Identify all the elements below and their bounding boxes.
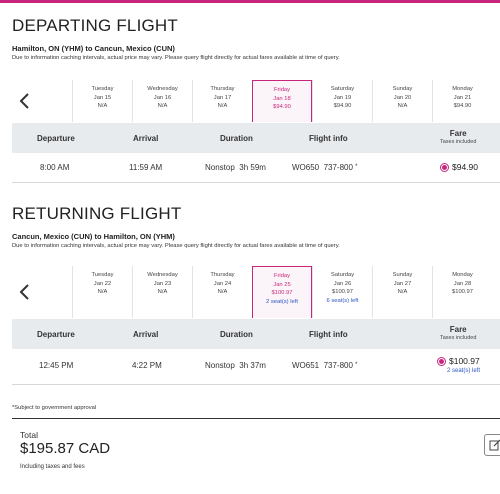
- header-arrival: Arrival: [133, 329, 159, 339]
- date-option-wednesday[interactable]: [132, 80, 192, 122]
- departing-route: Hamilton, ON (YHM) to Cancun, Mexico (CUN): [12, 44, 175, 53]
- date-option-date: Jan 20: [393, 94, 412, 101]
- date-option-thursday[interactable]: [192, 80, 252, 122]
- date-option-weekday: Thursday: [210, 272, 235, 278]
- date-option-weekday: Friday: [273, 273, 291, 279]
- fare-seats-left: 2 seat(s) left: [447, 368, 481, 374]
- flight-stops: Nonstop: [205, 162, 235, 172]
- edit-icon: [489, 439, 500, 451]
- flight-aircraft: 737-800: [323, 162, 353, 172]
- government-approval-footnote: *Subject to government approval: [12, 405, 97, 411]
- date-option-price: N/A: [397, 103, 408, 109]
- returning-route: Cancun, Mexico (CUN) to Hamilton, ON (YHM): [12, 232, 175, 241]
- top-accent-bar: [0, 0, 500, 3]
- date-option-date: Jan 19: [333, 94, 352, 101]
- departing-title: DEPARTING FLIGHT: [12, 16, 178, 35]
- header-fare: [440, 123, 476, 153]
- date-option-sunday[interactable]: [372, 266, 432, 318]
- date-option-price: N/A: [217, 103, 228, 109]
- flight-number: WO650: [292, 162, 320, 172]
- flight-departure-time: 8:00 AM: [40, 162, 70, 172]
- date-option-price: N/A: [397, 289, 408, 295]
- total-note: Including taxes and fees: [20, 464, 85, 470]
- date-option-date: Jan 22: [93, 280, 112, 287]
- date-option-tuesday[interactable]: [72, 80, 132, 122]
- date-option-price: $100.97: [452, 289, 473, 295]
- date-option-monday[interactable]: [432, 80, 492, 122]
- flight-fare: [440, 153, 478, 181]
- date-option-price: $94.90: [273, 104, 291, 110]
- total-label: Total: [20, 430, 38, 440]
- header-departure: Departure: [37, 133, 75, 143]
- header-fare: [440, 319, 476, 349]
- departing-table-header: [12, 123, 500, 153]
- returning-title: RETURNING FLIGHT: [12, 204, 182, 223]
- date-option-weekday: Monday: [452, 86, 473, 92]
- header-arrival: Arrival: [133, 133, 159, 143]
- date-option-date: Jan 23: [153, 280, 172, 287]
- date-option-price: $100.97: [271, 290, 293, 296]
- flight-duration-value: 3h 59m: [239, 162, 266, 172]
- flight-departure-time: 12:45 PM: [39, 360, 74, 370]
- header-fare-sub: Taxes included: [440, 335, 477, 341]
- date-option-date: Jan 25: [273, 281, 291, 288]
- departing-date-bar: [12, 80, 500, 122]
- returning-price-note: Due to information caching intervals, actual price may vary. Please query flight directly for actual fares available at time of query.: [12, 243, 340, 249]
- date-option-weekday: Wednesday: [147, 272, 178, 278]
- returning-table-header: [12, 319, 500, 349]
- returning-flight-row[interactable]: [12, 350, 500, 380]
- date-option-price: N/A: [97, 103, 108, 109]
- date-option-wednesday[interactable]: [132, 266, 192, 318]
- date-option-date: Jan 26: [333, 280, 352, 287]
- date-option-date: Jan 17: [213, 94, 232, 101]
- date-option-date: Jan 27: [393, 280, 412, 287]
- date-option-price: $100.97: [332, 289, 353, 295]
- flight-number: WO651: [292, 360, 320, 370]
- date-option-date: Jan 28: [453, 280, 472, 287]
- date-option-thursday[interactable]: [192, 266, 252, 318]
- date-option-weekday: Sunday: [392, 272, 413, 278]
- flight-arrival-time: 4:22 PM: [132, 360, 162, 370]
- header-fare-label: Fare: [449, 129, 467, 138]
- flight-aircraft: 737-800: [323, 360, 353, 370]
- edit-button[interactable]: [484, 434, 500, 456]
- date-option-saturday[interactable]: [312, 266, 372, 318]
- date-option-date: Jan 21: [453, 94, 472, 101]
- date-option-weekday: Thursday: [210, 86, 235, 92]
- flight-duration: [205, 350, 266, 380]
- date-option-friday[interactable]: [252, 80, 312, 122]
- date-option-price: N/A: [157, 103, 168, 109]
- returning-date-bar: [12, 266, 500, 318]
- date-option-date: Jan 18: [273, 95, 291, 102]
- date-option-price: N/A: [97, 289, 108, 295]
- fare-radio[interactable]: [437, 357, 446, 366]
- chevron-left-icon: [18, 92, 32, 110]
- departing-price-note: Due to information caching intervals, actual price may vary. Please query flight directly for actual fares available at time of query.: [12, 55, 340, 61]
- departing-prev-week-button[interactable]: [12, 80, 72, 122]
- header-flight-info: Flight info: [309, 329, 348, 339]
- date-option-sunday[interactable]: [372, 80, 432, 122]
- departing-divider: [12, 182, 500, 183]
- fare-radio[interactable]: [440, 163, 449, 172]
- flight-info: [292, 153, 358, 181]
- date-option-weekday: Tuesday: [91, 272, 114, 278]
- aircraft-footnote-mark: *: [355, 362, 358, 368]
- flight-fare: [437, 350, 480, 380]
- date-option-date: Jan 16: [153, 94, 172, 101]
- date-option-friday[interactable]: [252, 266, 312, 318]
- flight-duration-value: 3h 37m: [239, 360, 266, 370]
- flight-arrival-time: 11:59 AM: [129, 162, 163, 172]
- date-option-price: N/A: [157, 289, 168, 295]
- date-option-date: Jan 24: [213, 280, 232, 287]
- date-option-weekday: Tuesday: [91, 86, 114, 92]
- header-fare-sub: Taxes included: [440, 139, 477, 145]
- date-option-price: N/A: [217, 289, 228, 295]
- fare-price: $100.97: [449, 356, 480, 366]
- aircraft-footnote-mark: *: [355, 164, 358, 170]
- date-option-price: $94.90: [333, 103, 352, 109]
- date-option-seats: 2 seat(s) left: [266, 298, 298, 305]
- flight-duration: [205, 153, 266, 181]
- returning-divider: [12, 384, 500, 385]
- date-option-tuesday[interactable]: [72, 266, 132, 318]
- fare-price: $94.90: [452, 162, 478, 172]
- date-option-weekday: Saturday: [330, 86, 355, 92]
- total-amount: $195.87 CAD: [20, 440, 111, 457]
- total-divider: [12, 418, 500, 419]
- header-flight-info: Flight info: [309, 133, 348, 143]
- header-fare-label: Fare: [449, 325, 467, 334]
- chevron-left-icon: [18, 283, 32, 301]
- date-option-monday[interactable]: [432, 266, 492, 318]
- date-option-weekday: Saturday: [330, 272, 355, 278]
- header-departure: Departure: [37, 329, 75, 339]
- date-option-weekday: Friday: [273, 87, 291, 93]
- header-duration: Duration: [220, 133, 253, 143]
- date-option-weekday: Wednesday: [147, 86, 178, 92]
- date-option-price: $94.90: [453, 103, 472, 109]
- flight-stops: Nonstop: [205, 360, 235, 370]
- returning-prev-week-button[interactable]: [12, 266, 72, 318]
- flight-info: [292, 350, 358, 380]
- date-option-weekday: Monday: [452, 272, 473, 278]
- date-option-weekday: Sunday: [392, 86, 413, 92]
- header-duration: Duration: [220, 329, 253, 339]
- date-option-seats: 6 seat(s) left: [326, 297, 359, 304]
- date-option-date: Jan 15: [93, 94, 112, 101]
- date-option-saturday[interactable]: [312, 80, 372, 122]
- departing-flight-row[interactable]: [12, 153, 500, 181]
